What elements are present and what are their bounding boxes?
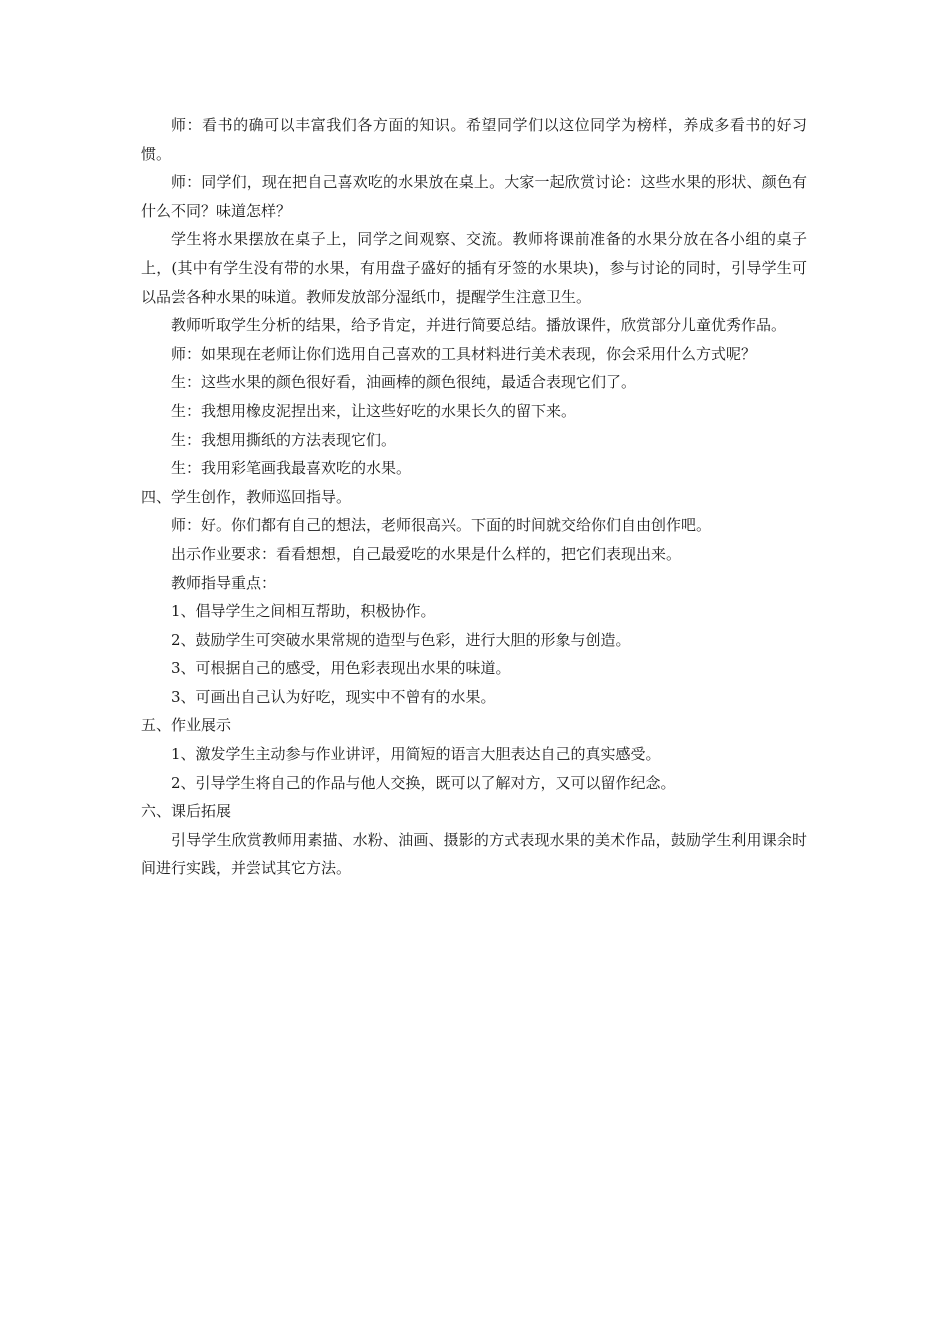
section-heading: 四、学生创作，教师巡回指导。 <box>141 487 352 506</box>
list-item: 3、可根据自己的感受，用色彩表现出水果的味道。 <box>171 659 511 678</box>
list-item: 2、鼓励学生可突破水果常规的造型与色彩，进行大胆的形象与创造。 <box>171 630 631 649</box>
list-item: 1、倡导学生之间相互帮助，积极协作。 <box>171 602 436 621</box>
student-answer: 生：我想用撕纸的方法表现它们。 <box>171 430 397 449</box>
paragraph: 教师听取学生分析的结果，给予肯定，并进行简要总结。播放课件，欣赏部分儿童优秀作品。 <box>171 316 787 335</box>
paragraph: 师：好。你们都有自己的想法，老师很高兴。下面的时间就交给你们自由创作吧。 <box>171 516 712 535</box>
paragraph: 教师指导重点： <box>171 573 277 592</box>
student-answer: 生：这些水果的颜色很好看，油画棒的颜色很纯，最适合表现它们了。 <box>171 373 637 392</box>
student-answer: 生：我用彩笔画我最喜欢吃的水果。 <box>171 459 412 478</box>
document-page <box>141 111 807 883</box>
paragraph: 引导学生欣赏教师用素描、水粉、油画、摄影的方式表现水果的美术作品，鼓励学生利用课余时间进行实践，并尝试其它方法。 <box>141 830 807 878</box>
list-item: 2、引导学生将自己的作品与他人交换，既可以了解对方，又可以留作纪念。 <box>171 773 676 792</box>
section-heading: 五、作业展示 <box>141 716 232 735</box>
paragraph: 出示作业要求：看看想想，自己最爱吃的水果是什么样的，把它们表现出来。 <box>171 544 682 563</box>
student-answer: 生：我想用橡皮泥捏出来，让这些好吃的水果长久的留下来。 <box>171 401 577 420</box>
paragraph: 学生将水果摆放在桌子上，同学之间观察、交流。教师将课前准备的水果分放在各小组的桌子上，(其中有学生没有带的水果，有用盘子盛好的插有牙签的水果块)，参与讨论的同时，引导学生可以品尝各种水果的味道。教师发放部分湿纸巾，提醒学生注意卫生。 <box>141 230 807 306</box>
paragraph: 师：同学们，现在把自己喜欢吃的水果放在桌上。大家一起欣赏讨论：这些水果的形状、颜色有什么不同？味道怎样？ <box>141 173 807 220</box>
list-item: 3、可画出自己认为好吃，现实中不曾有的水果。 <box>171 687 496 706</box>
section-heading: 六、课后拓展 <box>141 802 232 821</box>
paragraph: 师：看书的确可以丰富我们各方面的知识。希望同学们以这位同学为榜样，养成多看书的好习惯。 <box>141 116 807 163</box>
paragraph: 师：如果现在老师让你们选用自己喜欢的工具材料进行美术表现，你会采用什么方式呢？ <box>171 344 757 363</box>
list-item: 1、激发学生主动参与作业讲评，用简短的语言大胆表达自己的真实感受。 <box>171 745 661 764</box>
